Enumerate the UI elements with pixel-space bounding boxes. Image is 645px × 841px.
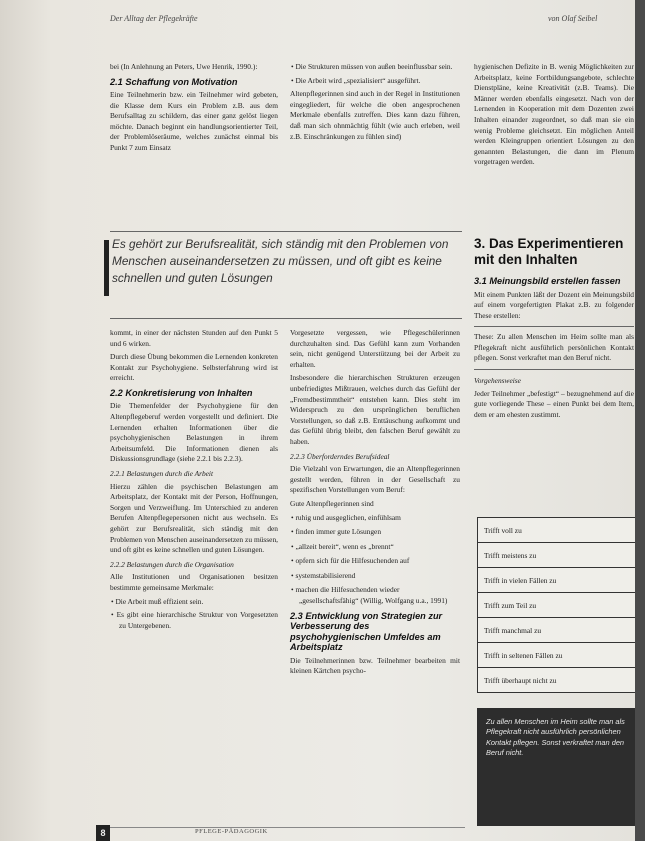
page-number: 8 — [96, 825, 110, 841]
bullet-item: • Es gibt eine hierarchische Struktur von Vorgesetzten zu Untergebenen. — [110, 610, 278, 631]
subsection-heading: 2.2.3 Überforderndes Berufsideal — [290, 451, 390, 461]
paragraph: Altenpflegerinnen sind auch in der Regel in Institutionen eingegliedert, für welche die oben angesprochenen Merkmale ebenfalls zutreffen. Dies kann dazu führen, daß man sich ohnmächtig fühlt (wie auch erleben, weil z.B. Einschränkungen zu fühlen sind) — [290, 89, 460, 141]
scale-row: Trifft manchmal zu — [478, 618, 636, 643]
scale-row: Trifft in seltenen Fällen zu — [478, 643, 636, 668]
list-item: • opfern sich für die Hilfesuchenden auf — [290, 556, 460, 567]
scale-row: Trifft meistens zu — [478, 543, 636, 568]
rating-scale — [477, 517, 637, 693]
column-3-bottom — [474, 236, 634, 423]
column-2-top — [290, 62, 460, 145]
paragraph: Alle Institutionen und Organisationen besitzen bestimmte gemeinsame Merkmale: — [110, 572, 278, 592]
paragraph: These: Zu allen Menschen im Heim sollte man als Pflegekraft nicht ausführlich persönlichen Kontakt pflegen. Sonst verkraftet man den Beruf nicht. — [474, 332, 634, 363]
divider — [474, 326, 634, 327]
scale-row: Trifft zum Teil zu — [478, 593, 636, 618]
paragraph: Eine Teilnehmerin bzw. ein Teilnehmer wird gebeten, die Klasse dem Kurs ein Problem z.B. aus dem Berufsalltag zu schildern, das einer ganz gelöst liegen möchte. Danach beginnt ein handlungsorientierter Teil, der Problemlöseräume, welches zunächst einmal bis Punkt 7 zum Einsatz — [110, 90, 278, 153]
quote-rule-bottom — [110, 318, 462, 319]
bullet-item: • Die Arbeit muß effizient sein. — [110, 597, 278, 608]
section-heading: 2.3 Entwicklung von Strategien zur Verbesserung des psychohygienischen Umfeldes am Arbeitsplatz — [290, 610, 443, 653]
scale-row: Trifft in vielen Fällen zu — [478, 568, 636, 593]
bullet-item: • Die Arbeit wird „spezialisiert“ ausgeführt. — [290, 76, 460, 87]
column-2-bottom — [290, 328, 460, 680]
paragraph: Mit einem Punkten läßt der Dozent ein Meinungsbild auf einem vorgefertigten Plakat z.B. zu folgender These erstellen: — [474, 289, 634, 320]
chapter-heading: 3. Das Experimentieren mit den Inhalten — [474, 236, 624, 267]
paragraph: kommt, in einer der nächsten Stunden auf den Punkt 5 und 6 wirken. — [110, 328, 278, 348]
running-header-right: von Olaf Seibel — [548, 14, 598, 23]
paragraph: Insbesondere die hierarchischen Strukturen erzeugen unbefriedigtes Mißtrauen, welches durch das Gefühl der „Fremdbestimmtheit“ entstehen kann. Dies steht im Widerspruch zu den ursprünglichen beruflichen Vorstellungen, so daß z.B. Enttäuschung aufkommt und das Gefühl übrig bleibt, den falschen Beruf gewählt zu haben. — [290, 373, 460, 446]
column-3-top — [474, 62, 634, 171]
publication-name: PFLEGE-PÄDAGOGIK — [195, 828, 268, 835]
paragraph: bei (In Anlehnung an Peters, Uwe Henrik, 1990.): — [110, 62, 258, 71]
pull-quote: Es gehört zur Berufsrealität, sich ständig mit den Problemen von Menschen auseinandersetzen zu müssen, und oft gibt es keine schnellen und guten Lösungen — [112, 237, 449, 285]
paragraph: Die Vielzahl von Erwartungen, die an Altenpflegerinnen gestellt werden, führen in der Gesellschaft zu spezifischen Vorstellungen vom Beruf: — [290, 464, 460, 495]
column-1-top — [110, 62, 278, 157]
divider — [474, 369, 634, 370]
running-header-left: Der Alltag der Pflegekräfte — [110, 14, 198, 23]
list-item: • finden immer gute Lösungen — [290, 527, 460, 538]
scale-row: Trifft überhaupt nicht zu — [478, 668, 636, 693]
page-edge-shadow — [635, 0, 645, 841]
footer-rule — [110, 827, 465, 828]
paragraph: Die Teilnehmerinnen bzw. Teilnehmer bearbeiten mit kleinen Kärtchen psycho- — [290, 655, 460, 676]
bullet-item: • Die Strukturen müssen von außen beeinflussbar sein. — [290, 62, 460, 73]
paragraph: Durch diese Übung bekommen die Lernenden konkreten Kontakt zur Psychohygiene. Selbsterfahrung wird ist erreicht. — [110, 352, 278, 383]
section-heading: 3.1 Meinungsbild erstellen fassen — [474, 276, 621, 286]
ideal-list — [290, 513, 460, 607]
scale-row: Trifft voll zu — [478, 518, 636, 543]
quote-bar — [104, 240, 109, 296]
paragraph: Gute Altenpflegerinnen sind — [290, 498, 374, 508]
list-item: • systemstabilisierend — [290, 571, 460, 582]
subsection-heading: 2.2.2 Belastungen durch die Organisation — [110, 559, 234, 569]
paragraph: Vorgesetzte vergessen, wie Pflegeschülerinnen durchzuhalten sind. Das Gefühl kann zum Vorhanden sein, nicht genügend Unterstützung bei der Arbeit zu erhalten. — [290, 328, 460, 369]
section-heading: 2.2 Konkretisierung von Inhalten — [110, 387, 253, 398]
list-item: • ruhig und ausgeglichen, einfühlsam — [290, 513, 460, 524]
callout-box — [477, 708, 635, 826]
column-1-bottom — [110, 328, 278, 634]
subsection-heading: Vorgehensweise — [474, 376, 521, 386]
section-heading: 2.1 Schaffung von Motivation — [110, 76, 238, 87]
paragraph: Hierzu zählen die psychischen Belastungen am Arbeitsplatz, der Kontakt mit der Person, Hoffnungen, Sorgen und Verzweiflung. Im Unterschied zu anderen Berufen Altenpflegepersonen nicht aus wechseln. Es gehört zur Berufsrealität, sich ständig mit den Problemen von Menschen auseinandersetzen zu müssen, und oft gibt es keine schnellen und guten Lösungen. — [110, 481, 278, 555]
paragraph: hygienischen Defizite in B. wenig Möglichkeiten zur Arbeitsplatz, keine Fortbildungsangebote, schlechte Dienstpläne, keine Kreativität (z.B. Teams). Die Männer werden ebenfalls eingesetzt. Nach von der Lernenden in Kooperation mit dem Dozenten zwei Inhalten einander zugeordnet, so daß man sie ein wenig Probleme gleichsetzt. Ein möglichen Anteil werden Kleingruppen orientiert Lösungen zu den genannten Belastungen, die dann im Plenum vorgetragen werden. — [474, 62, 634, 167]
quote-rule-top — [110, 231, 462, 232]
callout-text: Zu allen Menschen im Heim sollte man als Pflegekraft nicht ausführlich persönlichen Kontakt pflegen. Sonst verkraftet man den Beruf nicht. — [486, 717, 625, 758]
paragraph: Die Themenfelder der Psychohygiene für den Altenpflegeberuf werden vorgestellt und definiert. Die Lernenden erhalten Informationen über die psychohygienischen Belastungen in ihrem Arbeitsumfeld. Die Informationen dienen als Diskussionsgrundlage (siehe 2.2.1 bis 2.2.3). — [110, 401, 278, 464]
paragraph: Jeder Teilnehmer „befestigt“ – bezugnehmend auf die gute vorliegende These – einen Punkt bei dem Item, dem er am ehesten zustimmt. — [474, 388, 634, 419]
list-item: • machen die Hilfesuchenden wieder „gesellschaftsfähig“ (Willig, Wolfgang u.a., 1991) — [290, 585, 460, 606]
list-item: • „allzeit bereit“, wenn es „brennt“ — [290, 542, 460, 553]
subsection-heading: 2.2.1 Belastungen durch die Arbeit — [110, 469, 214, 479]
